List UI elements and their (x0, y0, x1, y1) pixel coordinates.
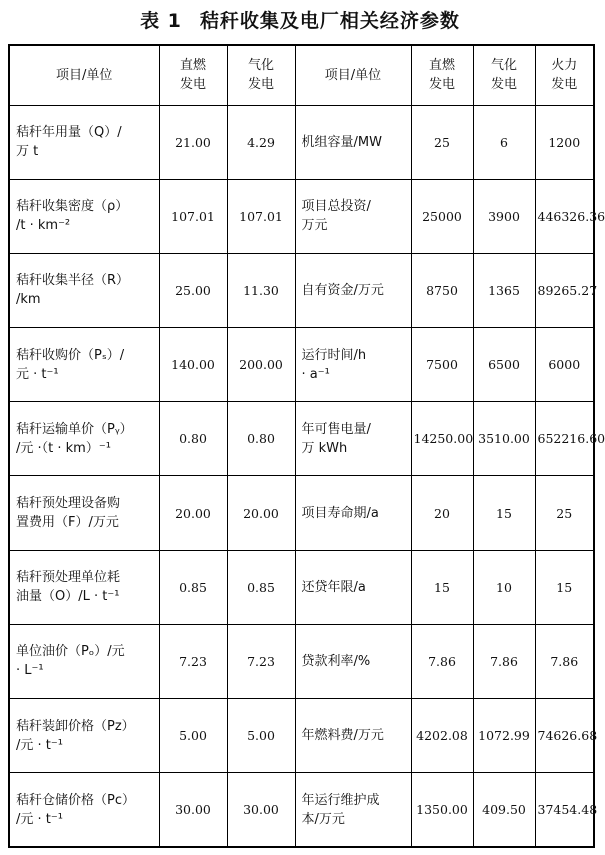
right-thermal-value: 1200 (535, 105, 594, 179)
right-direct-value: 1350.00 (411, 773, 473, 847)
left-gas-value: 107.01 (227, 179, 295, 253)
right-thermal-value: 89265.27 (535, 253, 594, 327)
header-item-left: 项目/单位 (9, 45, 159, 105)
right-item-label: 机组容量/MW (295, 105, 411, 179)
left-item-label: 秸秆预处理单位耗 油量（O）/L · t⁻¹ (9, 550, 159, 624)
right-gas-value: 409.50 (473, 773, 535, 847)
right-direct-value: 4202.08 (411, 699, 473, 773)
header-item-right: 项目/单位 (295, 45, 411, 105)
right-gas-value: 3510.00 (473, 402, 535, 476)
left-item-label: 秸秆收集半径（R） /km (9, 253, 159, 327)
left-direct-value: 5.00 (159, 699, 227, 773)
right-direct-value: 7500 (411, 328, 473, 402)
table-row (9, 476, 594, 550)
right-thermal-value: 446326.36 (535, 179, 594, 253)
right-item-label: 项目寿命期/a (295, 476, 411, 550)
left-gas-value: 30.00 (227, 773, 295, 847)
left-direct-value: 0.80 (159, 402, 227, 476)
right-item-label: 还贷年限/a (295, 550, 411, 624)
right-direct-value: 15 (411, 550, 473, 624)
header-direct-right: 直燃 发电 (411, 45, 473, 105)
right-thermal-value: 7.86 (535, 624, 594, 698)
table-row (9, 624, 594, 698)
left-item-label: 秸秆装卸价格（Pz） /元 · t⁻¹ (9, 699, 159, 773)
left-item-label: 秸秆仓储价格（Pc） /元 · t⁻¹ (9, 773, 159, 847)
table-number: 表 1 (140, 10, 182, 32)
right-thermal-value: 6000 (535, 328, 594, 402)
right-item-label: 自有资金/万元 (295, 253, 411, 327)
left-direct-value: 107.01 (159, 179, 227, 253)
right-gas-value: 6500 (473, 328, 535, 402)
right-gas-value: 15 (473, 476, 535, 550)
left-direct-value: 0.85 (159, 550, 227, 624)
right-item-label: 贷款利率/% (295, 624, 411, 698)
right-gas-value: 1072.99 (473, 699, 535, 773)
right-gas-value: 10 (473, 550, 535, 624)
table-title: 秸秆收集及电厂相关经济参数 (199, 10, 460, 32)
right-gas-value: 6 (473, 105, 535, 179)
right-thermal-value: 25 (535, 476, 594, 550)
header-row (9, 45, 594, 105)
right-item-label: 运行时间/h · a⁻¹ (295, 328, 411, 402)
left-gas-value: 20.00 (227, 476, 295, 550)
left-gas-value: 11.30 (227, 253, 295, 327)
right-thermal-value: 15 (535, 550, 594, 624)
right-gas-value: 1365 (473, 253, 535, 327)
left-direct-value: 140.00 (159, 328, 227, 402)
right-item-label: 项目总投资/ 万元 (295, 179, 411, 253)
table-row (9, 253, 594, 327)
table-row (9, 550, 594, 624)
right-gas-value: 7.86 (473, 624, 535, 698)
left-item-label: 秸秆收集密度（ρ） /t · km⁻² (9, 179, 159, 253)
right-direct-value: 7.86 (411, 624, 473, 698)
right-gas-value: 3900 (473, 179, 535, 253)
right-thermal-value: 74626.68 (535, 699, 594, 773)
table-caption (0, 6, 600, 33)
left-item-label: 单位油价（Pₒ）/元 · L⁻¹ (9, 624, 159, 698)
left-gas-value: 5.00 (227, 699, 295, 773)
parameters-table (8, 44, 605, 848)
table-row (9, 402, 594, 476)
left-gas-value: 0.80 (227, 402, 295, 476)
left-direct-value: 25.00 (159, 253, 227, 327)
table-row (9, 328, 594, 402)
header-thermal: 火力 发电 (535, 45, 594, 105)
right-item-label: 年燃料费/万元 (295, 699, 411, 773)
right-item-label: 年运行维护成 本/万元 (295, 773, 411, 847)
right-direct-value: 20 (411, 476, 473, 550)
left-gas-value: 4.29 (227, 105, 295, 179)
right-item-label: 年可售电量/ 万 kWh (295, 402, 411, 476)
left-item-label: 秸秆预处理设备购 置费用（F）/万元 (9, 476, 159, 550)
left-item-label: 秸秆运输单价（Pᵧ） /元 ·（t · km）⁻¹ (9, 402, 159, 476)
left-gas-value: 0.85 (227, 550, 295, 624)
left-gas-value: 7.23 (227, 624, 295, 698)
header-gas-right: 气化 发电 (473, 45, 535, 105)
left-direct-value: 21.00 (159, 105, 227, 179)
table-row (9, 105, 594, 179)
right-thermal-value: 652216.60 (535, 402, 594, 476)
left-direct-value: 30.00 (159, 773, 227, 847)
left-item-label: 秸秆年用量（Q）/ 万 t (9, 105, 159, 179)
left-gas-value: 200.00 (227, 328, 295, 402)
table-row (9, 699, 594, 773)
left-direct-value: 20.00 (159, 476, 227, 550)
right-direct-value: 14250.00 (411, 402, 473, 476)
right-thermal-value: 37454.48 (535, 773, 594, 847)
right-direct-value: 8750 (411, 253, 473, 327)
table-body (9, 105, 605, 847)
right-direct-value: 25000 (411, 179, 473, 253)
right-direct-value: 25 (411, 105, 473, 179)
left-item-label: 秸秆收购价（Pₛ）/ 元 · t⁻¹ (9, 328, 159, 402)
table-row (9, 179, 594, 253)
header-direct-left: 直燃 发电 (159, 45, 227, 105)
header-gas-left: 气化 发电 (227, 45, 295, 105)
table-row (9, 773, 594, 847)
left-direct-value: 7.23 (159, 624, 227, 698)
